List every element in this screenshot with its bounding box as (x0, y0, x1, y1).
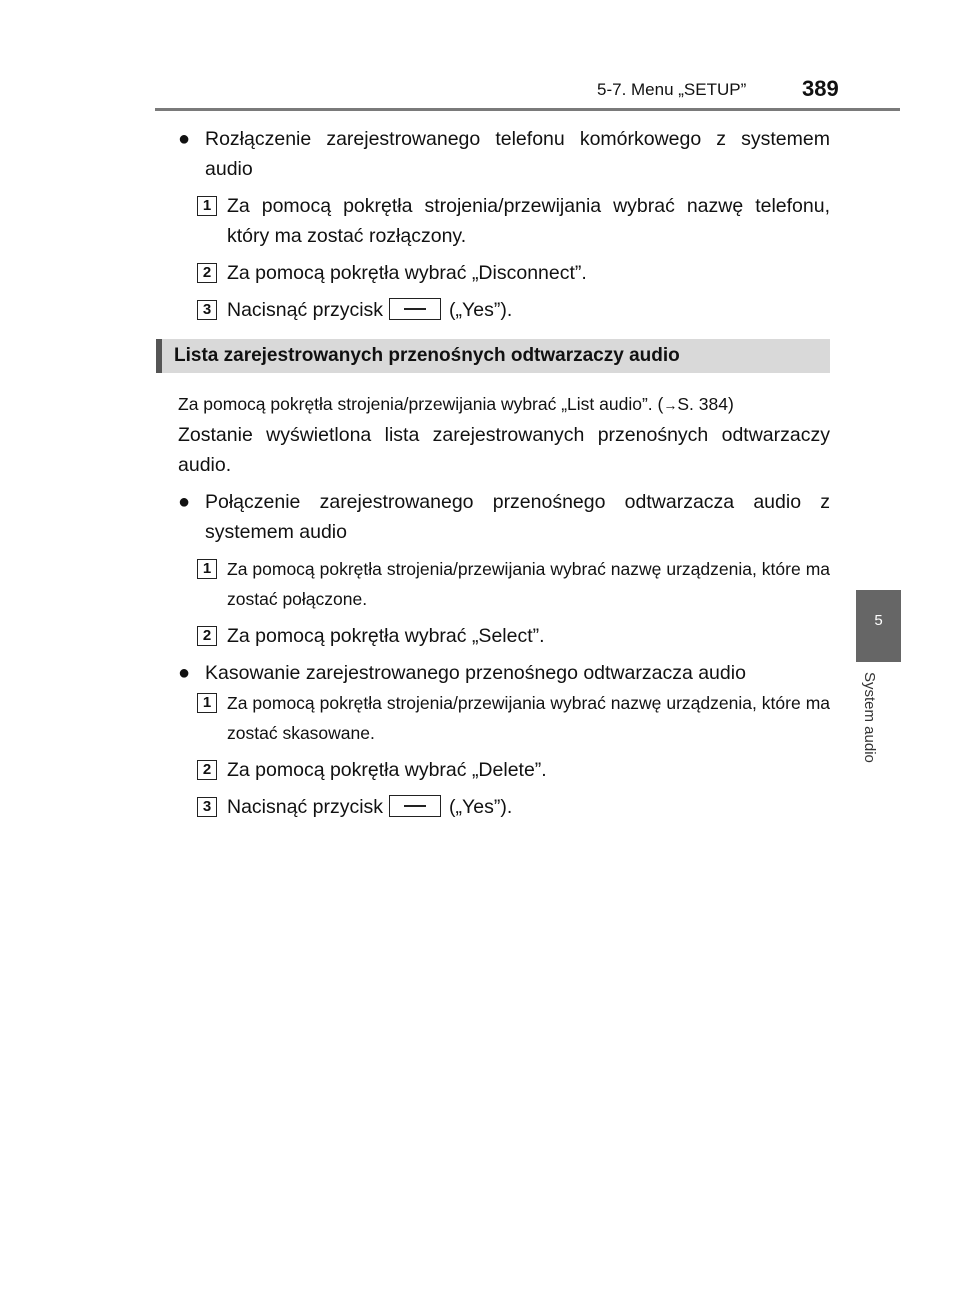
bullet-delete-player (178, 658, 830, 688)
intro-paragraph-2: Zostanie wyświetlona lista zarejestrowanych przenośnych odtwarzaczy audio. (178, 424, 830, 476)
step-item (178, 191, 830, 251)
bullet-dot-icon: ● (178, 128, 191, 150)
step-text: Nacisnąć przycisk (227, 796, 384, 818)
step-text: Za pomocą pokrętła strojenia/przewijania wybrać nazwę urządzenia, które ma zostać połączone. (227, 559, 830, 609)
bullet-dot-icon: ● (178, 491, 191, 513)
step-text: Nacisnąć przycisk (227, 299, 384, 321)
step-item (178, 258, 830, 288)
intro-text: Za pomocą pokrętła strojenia/przewijania wybrać „List audio”. ( (178, 394, 664, 414)
step-item (178, 792, 830, 822)
arrow-right-icon: → (663, 397, 678, 413)
page-content (174, 124, 830, 822)
step-item (178, 688, 830, 748)
chapter-number: 5 (874, 612, 883, 629)
header-divider (155, 108, 900, 111)
step-text: Za pomocą pokrętła strojenia/przewijania wybrać nazwę urządzenia, które ma zostać skasowane. (227, 693, 830, 743)
page-number: 389 (802, 76, 839, 101)
bullet-text: Połączenie zarejestrowanego przenośnego odtwarzacza audio z systemem audio (205, 491, 830, 543)
step-text: Za pomocą pokrętła wybrać „Select”. (227, 625, 545, 647)
step-number: 2 (197, 626, 217, 646)
bullet-disconnect-phone (178, 124, 830, 184)
step-number: 2 (197, 760, 217, 780)
step-number: 3 (197, 300, 217, 320)
intro-paragraph (178, 389, 830, 420)
step-item (178, 621, 830, 651)
step-number: 1 (197, 559, 217, 579)
chapter-tab (856, 590, 901, 662)
step-text-after: („Yes”). (449, 299, 513, 321)
page-reference: S. 384) (677, 394, 734, 414)
section-heading (156, 339, 830, 373)
step-item (178, 554, 830, 614)
section-title: 5-7. Menu „SETUP” (597, 80, 747, 99)
step-item (178, 295, 830, 325)
step-number: 3 (197, 797, 217, 817)
yes-button-icon (389, 298, 441, 320)
yes-button-icon (389, 795, 441, 817)
step-text-after: („Yes”). (449, 796, 513, 818)
step-text: Za pomocą pokrętła strojenia/przewijania wybrać nazwę telefonu, który ma zostać rozłączony. (227, 195, 830, 247)
bullet-connect-player (178, 487, 830, 547)
bullet-dot-icon: ● (178, 662, 191, 684)
bullet-text: Kasowanie zarejestrowanego przenośnego odtwarzacza audio (205, 662, 746, 684)
chapter-label-container (858, 672, 898, 792)
page-header (0, 0, 960, 115)
step-number: 1 (197, 196, 217, 216)
step-number: 1 (197, 693, 217, 713)
step-number: 2 (197, 263, 217, 283)
chapter-label: System audio (861, 672, 878, 763)
step-text: Za pomocą pokrętła wybrać „Delete”. (227, 759, 547, 781)
step-item (178, 755, 830, 785)
step-text: Za pomocą pokrętła wybrać „Disconnect”. (227, 262, 587, 284)
bullet-text: Rozłączenie zarejestrowanego telefonu komórkowego z systemem audio (205, 128, 830, 180)
section-heading-text: Lista zarejestrowanych przenośnych odtwarzaczy audio (174, 345, 680, 366)
